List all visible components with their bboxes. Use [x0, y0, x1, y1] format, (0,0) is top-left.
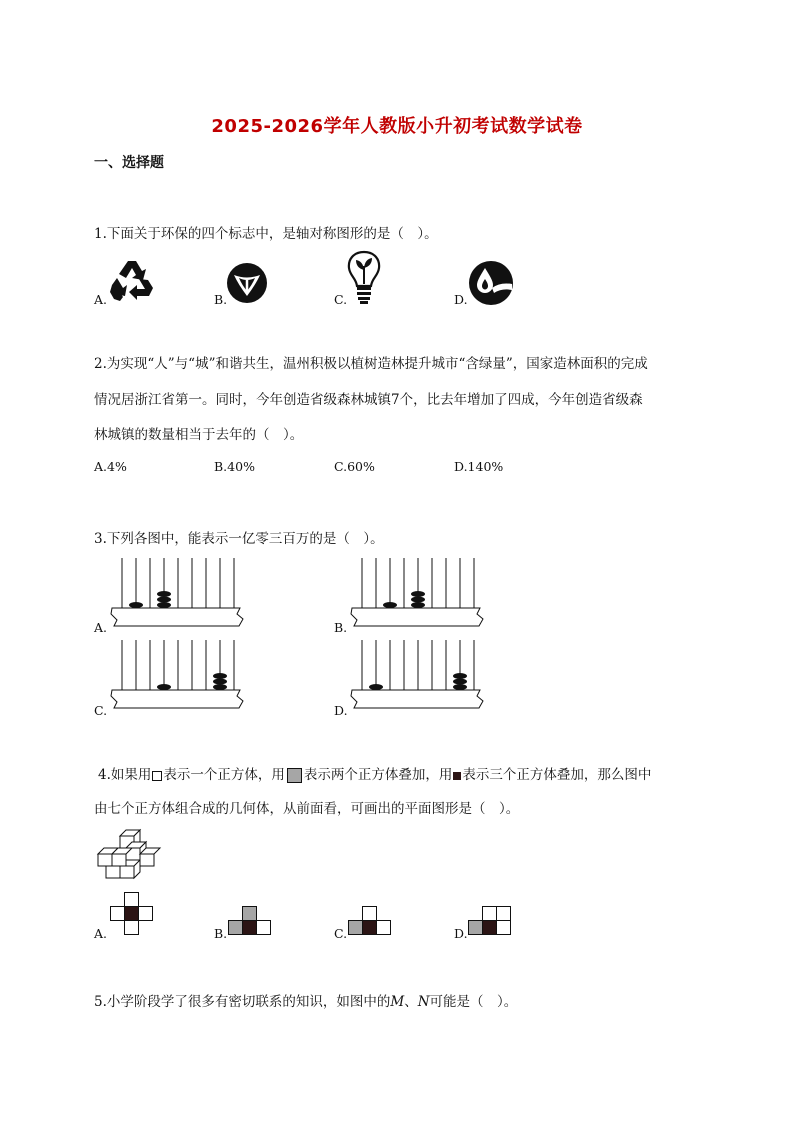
q2-option-d[interactable]: D.140%	[454, 459, 504, 474]
section-heading: 一、选择题	[94, 155, 164, 171]
abacus-bead	[383, 602, 397, 608]
abacus-bead	[157, 597, 171, 603]
q1-option-c[interactable]: C.	[334, 292, 348, 307]
question-2-line-1: 2.为实现“人”与“城”和谐共生，温州积极以植树造林提升城市“含绿量”，国家造林面积的完成	[94, 356, 648, 372]
abacus-d	[350, 638, 490, 714]
question-2-line-2: 情况居浙江省第一。同时，今年创造省级森林城镇7个，比去年增加了四成，今年创造省级森	[94, 392, 643, 408]
abacus-bead	[213, 673, 227, 679]
abacus-bead	[157, 684, 171, 690]
cube-stack-figure	[92, 828, 158, 880]
q4-text-4: 表示三个正方体叠加，那么图中	[462, 767, 652, 783]
abacus-base	[111, 608, 243, 626]
abacus-bead	[411, 602, 425, 608]
recycle-icon	[108, 258, 156, 304]
abacus-bead	[453, 684, 467, 690]
q5-text-1: 5.小学阶段学了很多有密切联系的知识，如图中的	[94, 994, 391, 1010]
q2-option-a[interactable]: A.4%	[94, 459, 127, 474]
q3-option-a[interactable]: A.	[94, 620, 108, 635]
question-5-stem	[94, 990, 517, 1010]
water-drop-circle-icon	[468, 260, 514, 306]
leaf-circle-icon	[226, 262, 268, 304]
question-4-line-2: 由七个正方体组合成的几何体，从前面看，可画出的平面图形是（ ）。	[94, 801, 520, 817]
q4-figure-b	[228, 906, 274, 938]
q5-var-m: M	[390, 994, 405, 1010]
q4-option-c[interactable]: C.	[334, 926, 348, 941]
abacus-bead	[411, 591, 425, 597]
q4-figure-d	[468, 906, 516, 938]
question-1-stem: 1.下面关于环保的四个标志中，是轴对称图形的是（ ）。	[94, 226, 438, 242]
q3-option-b[interactable]: B.	[334, 620, 348, 635]
single-cube-symbol	[152, 771, 162, 781]
double-cube-symbol	[287, 768, 302, 783]
q4-option-d[interactable]: D.	[454, 926, 468, 941]
q4-option-b[interactable]: B.	[214, 926, 228, 941]
q4-option-a[interactable]: A.	[94, 926, 108, 941]
page-title: 2025-2026学年人教版小升初考试数学试卷	[211, 116, 583, 137]
question-3-stem: 3.下列各图中，能表示一亿零三百万的是（ ）。	[94, 531, 384, 547]
lightbulb-sprout-icon	[346, 250, 382, 306]
abacus-base	[351, 608, 483, 626]
abacus-c	[110, 638, 250, 714]
q4-figure-a	[110, 892, 156, 938]
q4-figure-c	[348, 906, 394, 938]
q2-option-b[interactable]: B.40%	[214, 459, 255, 474]
abacus-b	[350, 556, 490, 632]
q3-option-c[interactable]: C.	[94, 703, 108, 718]
q1-option-d[interactable]: D.	[454, 292, 468, 307]
q3-option-d[interactable]: D.	[334, 703, 348, 718]
q4-text-2: 表示一个正方体，用	[163, 767, 285, 783]
abacus-bead	[453, 679, 467, 685]
q5-sep: 、	[404, 994, 418, 1010]
abacus-bead	[129, 602, 143, 608]
abacus-bead	[411, 597, 425, 603]
abacus-a	[110, 556, 250, 632]
question-4-line-1	[98, 763, 651, 783]
abacus-bead	[453, 673, 467, 679]
abacus-bead	[157, 591, 171, 597]
abacus-base	[351, 690, 483, 708]
q4-text-1: 4.如果用	[98, 767, 152, 783]
abacus-bead	[213, 679, 227, 685]
abacus-bead	[157, 602, 171, 608]
q5-text-2: 可能是（ ）。	[429, 994, 518, 1010]
abacus-bead	[213, 684, 227, 690]
q1-option-b[interactable]: B.	[214, 292, 228, 307]
abacus-bead	[369, 684, 383, 690]
q5-var-n: N	[417, 994, 430, 1010]
triple-cube-symbol	[453, 772, 461, 780]
abacus-base	[111, 690, 243, 708]
q2-option-c[interactable]: C.60%	[334, 459, 375, 474]
q1-option-a[interactable]: A.	[94, 292, 108, 307]
q4-text-3: 表示两个正方体叠加，用	[303, 767, 453, 783]
question-2-line-3: 林城镇的数量相当于去年的（ ）。	[94, 427, 304, 443]
